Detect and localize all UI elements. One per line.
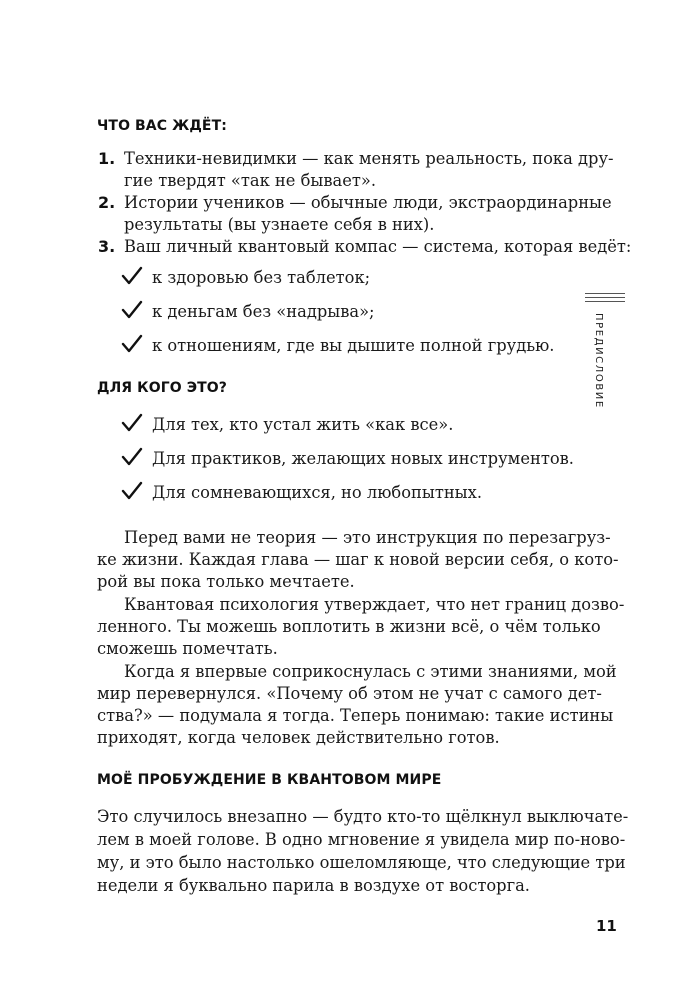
paragraph-line: ленного. Ты можешь воплотить в жизни всё, о чём только — [97, 617, 601, 636]
list-number: 3. — [98, 237, 116, 256]
list-item-text: Техники-невидимки — как менять реальность, пока дру- — [124, 149, 614, 168]
checklist-item: к здоровью без таблеток; — [152, 268, 371, 287]
side-tab-rule — [585, 301, 625, 302]
checklist-item: Для сомневающихся, но любопытных. — [152, 483, 482, 502]
section-heading-what-awaits: ЧТО ВАС ЖДЁТ: — [97, 118, 227, 134]
list-number: 2. — [98, 193, 116, 212]
checklist-item: Для практиков, желающих новых инструментов. — [152, 449, 574, 468]
list-item-text: Истории учеников — обычные люди, экстраординарные — [124, 193, 612, 212]
list-item-text: результаты (вы узнаете себя в них). — [124, 215, 435, 234]
chapter-side-tab: ПРЕДИСЛОВИЕ — [593, 313, 604, 409]
checklist-item: к деньгам без «надрыва»; — [152, 302, 375, 321]
checkmark-icon — [121, 265, 143, 287]
paragraph-line: Это случилось внезапно — будто кто-то щёлкнул выключате- — [97, 807, 629, 826]
checkmark-icon — [121, 299, 143, 321]
paragraph-line: недели я буквально парила в воздухе от восторга. — [97, 876, 530, 895]
list-item-text: Ваш личный квантовый компас — система, которая ведёт: — [124, 237, 632, 256]
paragraph-line: лем в моей голове. В одно мгновение я увидела мир по-ново- — [97, 830, 626, 849]
paragraph-line: рой вы пока только мечтаете. — [97, 572, 355, 591]
checkmark-icon — [121, 412, 143, 434]
paragraph-line: ства?» — подумала я тогда. Теперь понимаю: такие истины — [97, 706, 614, 725]
list-number: 1. — [98, 149, 116, 168]
section-heading-for-whom: ДЛЯ КОГО ЭТО? — [97, 380, 227, 396]
side-tab-rule — [585, 293, 625, 294]
checklist-item: Для тех, кто устал жить «как все». — [152, 415, 454, 434]
checkmark-icon — [121, 446, 143, 468]
section-heading-awakening: МОЁ ПРОБУЖДЕНИЕ В КВАНТОВОМ МИРЕ — [97, 772, 442, 788]
paragraph-line: приходят, когда человек действительно готов. — [97, 728, 500, 747]
list-item-text: гие твердят «так не бывает». — [124, 171, 377, 190]
side-tab-rule — [585, 297, 625, 298]
checklist-item: к отношениям, где вы дышите полной грудью. — [152, 336, 555, 355]
checkmark-icon — [121, 480, 143, 502]
page-number: 11 — [596, 917, 617, 935]
paragraph-line: ке жизни. Каждая глава — шаг к новой версии себя, о кото- — [97, 550, 619, 569]
paragraph-line: му, и это было настолько ошеломляюще, что следующие три — [97, 853, 626, 872]
paragraph-line: мир перевернулся. «Почему об этом не учат с самого дет- — [97, 684, 602, 703]
paragraph-line: Квантовая психология утверждает, что нет границ дозво- — [124, 595, 625, 614]
paragraph-line: сможешь помечтать. — [97, 639, 278, 658]
paragraph-line: Перед вами не теория — это инструкция по перезагруз- — [124, 528, 611, 547]
checkmark-icon — [121, 333, 143, 355]
paragraph-line: Когда я впервые соприкоснулась с этими знаниями, мой — [124, 662, 617, 681]
